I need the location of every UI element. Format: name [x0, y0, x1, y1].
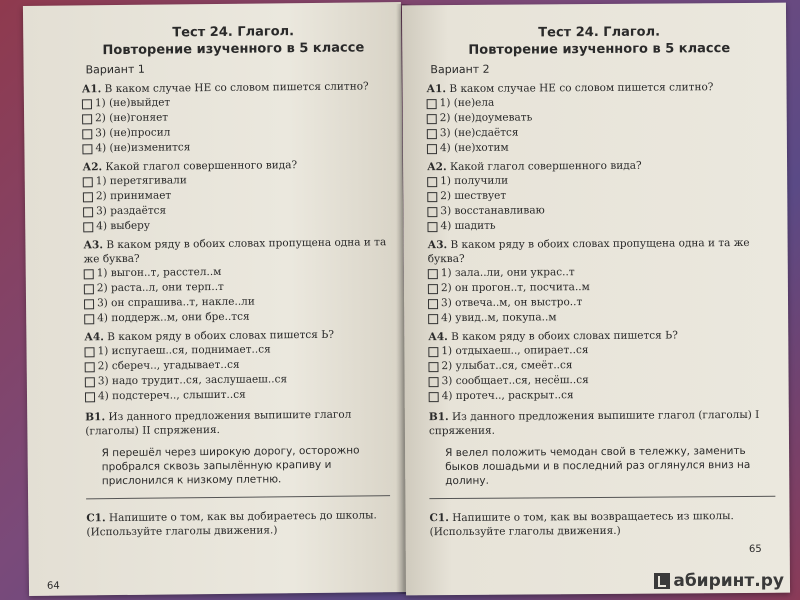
option-text: 1) выгон..т, расстел..м	[96, 265, 222, 280]
option-text: 1) получили	[440, 174, 509, 188]
checkbox[interactable]	[428, 347, 438, 357]
task-number: С1.	[429, 512, 449, 525]
question-text: В каком ряду в обоих словах пропущена одна и та же буква?	[427, 236, 750, 266]
question-text: В каком случае НЕ со словом пишется слитно?	[104, 80, 369, 96]
question-text: В каком ряду в обоих словах пропущена одна и та же буква?	[83, 236, 387, 266]
option	[85, 386, 389, 404]
question-text: В каком случае НЕ со словом пишется слитно?	[449, 81, 714, 96]
task-b1	[429, 408, 775, 438]
variant-label: Вариант 1	[85, 62, 145, 77]
option-text: 2) улыбат..ся, смеёт..ся	[441, 359, 573, 373]
checkbox[interactable]	[427, 207, 437, 217]
task-sentence: Я велел положить чемодан свой в тележку, заменить быков лошадьми и в последний раз оглянулся вниз на долину.	[445, 444, 751, 488]
task-text: Из данного предложения выпишите глагол (глаголы) I спряжения.	[428, 408, 760, 438]
option-text: 3) надо трудит..ся, заслушаеш..ся	[97, 373, 288, 388]
answer-line[interactable]	[429, 496, 775, 499]
checkbox[interactable]	[82, 129, 92, 139]
checkbox[interactable]	[429, 392, 439, 402]
option-text: 4) поддерж..м, они бре..тся	[97, 310, 250, 325]
question-number: А3.	[83, 239, 104, 252]
option	[82, 138, 386, 156]
question-number: А4.	[84, 331, 104, 344]
checkbox[interactable]	[427, 192, 437, 202]
option-text: 2) принимает	[95, 189, 172, 203]
option	[84, 308, 388, 326]
option-text: 3) он спрашива..т, накле..ли	[96, 295, 255, 310]
option-text: 1) (не)выйдет	[94, 96, 171, 110]
checkbox[interactable]	[427, 129, 437, 139]
option	[427, 217, 773, 234]
option-text: 2) сбереч.., угадывает..ся	[97, 358, 240, 373]
option-text: 3) раздаётся	[96, 204, 167, 218]
page-number: 65	[748, 543, 762, 555]
option-text: 1) отдыхаеш.., опирает..ся	[441, 344, 589, 358]
option	[428, 309, 774, 326]
open-book	[18, 4, 794, 596]
checkbox[interactable]	[427, 222, 437, 232]
task-c1	[86, 508, 390, 539]
task-sentence: Я перешёл через широкую дорогу, осторожно пробрался сквозь запылённую крапиву и прислонился к низкому плетню.	[101, 444, 360, 488]
question-a3	[83, 235, 387, 266]
option-text: 3) отвеча..м, он выстро..т	[440, 296, 583, 310]
option-text: 1) испугаеш..ся, поднимает..ся	[97, 343, 271, 358]
checkbox[interactable]	[83, 207, 93, 217]
checkbox[interactable]	[83, 222, 93, 232]
question-text: В каком ряду в обоих словах пишется Ь?	[451, 329, 678, 344]
question-a3	[428, 236, 774, 266]
option-text: 4) (не)хотим	[439, 141, 509, 155]
option-text: 3) (не)сдаётся	[439, 126, 519, 140]
question-text: Какой глагол совершенного вида?	[105, 159, 298, 174]
question-number: А1.	[426, 83, 447, 96]
task-number: В1.	[428, 411, 449, 424]
task-text: Напишите о том, как вы возвращаетесь из школы. (Используйте глаголы движения.)	[429, 510, 734, 539]
watermark-text: абиринт.ру	[673, 571, 784, 591]
question-number: А3.	[427, 239, 448, 252]
option-text: 4) подстереч.., слышит..ся	[97, 388, 246, 403]
option-text: 4) (не)изменится	[95, 141, 191, 155]
option-text: 2) раста..л, они терп..т	[96, 280, 224, 295]
question-number: А4.	[428, 331, 448, 344]
checkbox[interactable]	[428, 269, 438, 279]
checkbox[interactable]	[428, 362, 438, 372]
checkbox[interactable]	[85, 377, 95, 387]
task-number: С1.	[86, 512, 106, 525]
labirint-logo-icon	[654, 573, 670, 589]
checkbox[interactable]	[427, 99, 437, 109]
task-text: Из данного предложения выпишите глагол (глаголы) II спряжения.	[85, 408, 352, 438]
checkbox[interactable]	[82, 144, 92, 154]
title-line-1: Тест 24. Глагол.	[172, 24, 295, 41]
checkbox[interactable]	[84, 284, 94, 294]
test-title	[81, 22, 385, 59]
checkbox[interactable]	[429, 377, 439, 387]
checkbox[interactable]	[83, 177, 93, 187]
option-text: 4) протеч.., раскрыт..ся	[441, 389, 574, 403]
option-text: 3) сообщает..ся, несёш..ся	[441, 374, 589, 388]
task-text: Напишите о том, как вы добираетесь до школы. (Используйте глаголы движения.)	[86, 509, 377, 539]
title-line-2: Повторение изученного в 5 классе	[468, 41, 731, 58]
option-text: 4) увид..м, покупа..м	[441, 311, 557, 325]
checkbox[interactable]	[428, 314, 438, 324]
checkbox[interactable]	[82, 99, 92, 109]
option-text: 2) (не)доумевать	[439, 111, 533, 125]
checkbox[interactable]	[427, 114, 437, 124]
title-line-1: Тест 24. Глагол.	[538, 24, 661, 41]
left-page	[23, 2, 407, 596]
option-text: 1) (не)ела	[439, 96, 495, 110]
option-text: 4) выберу	[96, 219, 151, 233]
option-text: 2) (не)гоняет	[95, 111, 169, 125]
question-text: В каком ряду в обоих словах пишется Ь?	[107, 328, 335, 344]
checkbox[interactable]	[428, 284, 438, 294]
question-number: А2.	[82, 161, 103, 174]
checkbox[interactable]	[84, 299, 94, 309]
test-title	[426, 23, 772, 59]
checkbox[interactable]	[85, 362, 95, 372]
option-text: 1) зала..ли, они украс..т	[440, 266, 575, 280]
checkbox[interactable]	[85, 392, 95, 402]
checkbox[interactable]	[82, 114, 92, 124]
option-text: 4) шадить	[440, 219, 496, 233]
option-text: 2) шествует	[440, 189, 507, 203]
question-number: А2.	[427, 161, 447, 174]
option-text: 3) (не)просил	[95, 126, 171, 140]
title-line-2: Повторение изученного в 5 классе	[102, 40, 365, 59]
option-text: 3) восстанавливаю	[440, 204, 545, 218]
task-c1	[429, 509, 775, 539]
task-number: В1.	[85, 411, 106, 424]
answer-line[interactable]	[86, 495, 390, 499]
option-text: 1) перетягивали	[95, 174, 187, 188]
option	[429, 387, 775, 404]
checkbox[interactable]	[84, 314, 94, 324]
watermark	[650, 570, 788, 592]
option	[83, 216, 387, 234]
task-b1	[85, 407, 389, 438]
question-text: Какой глагол совершенного вида?	[449, 159, 642, 174]
checkbox[interactable]	[84, 347, 94, 357]
checkbox[interactable]	[427, 144, 437, 154]
variant-label: Вариант 2	[430, 62, 490, 77]
checkbox[interactable]	[428, 299, 438, 309]
question-number: А1.	[81, 83, 102, 96]
option	[427, 139, 773, 156]
option-text: 2) он прогон..т, посчита..м	[440, 281, 590, 295]
checkbox[interactable]	[84, 269, 94, 279]
checkbox[interactable]	[83, 192, 93, 202]
checkbox[interactable]	[427, 177, 437, 187]
page-number: 64	[46, 580, 60, 592]
right-page	[402, 3, 790, 596]
